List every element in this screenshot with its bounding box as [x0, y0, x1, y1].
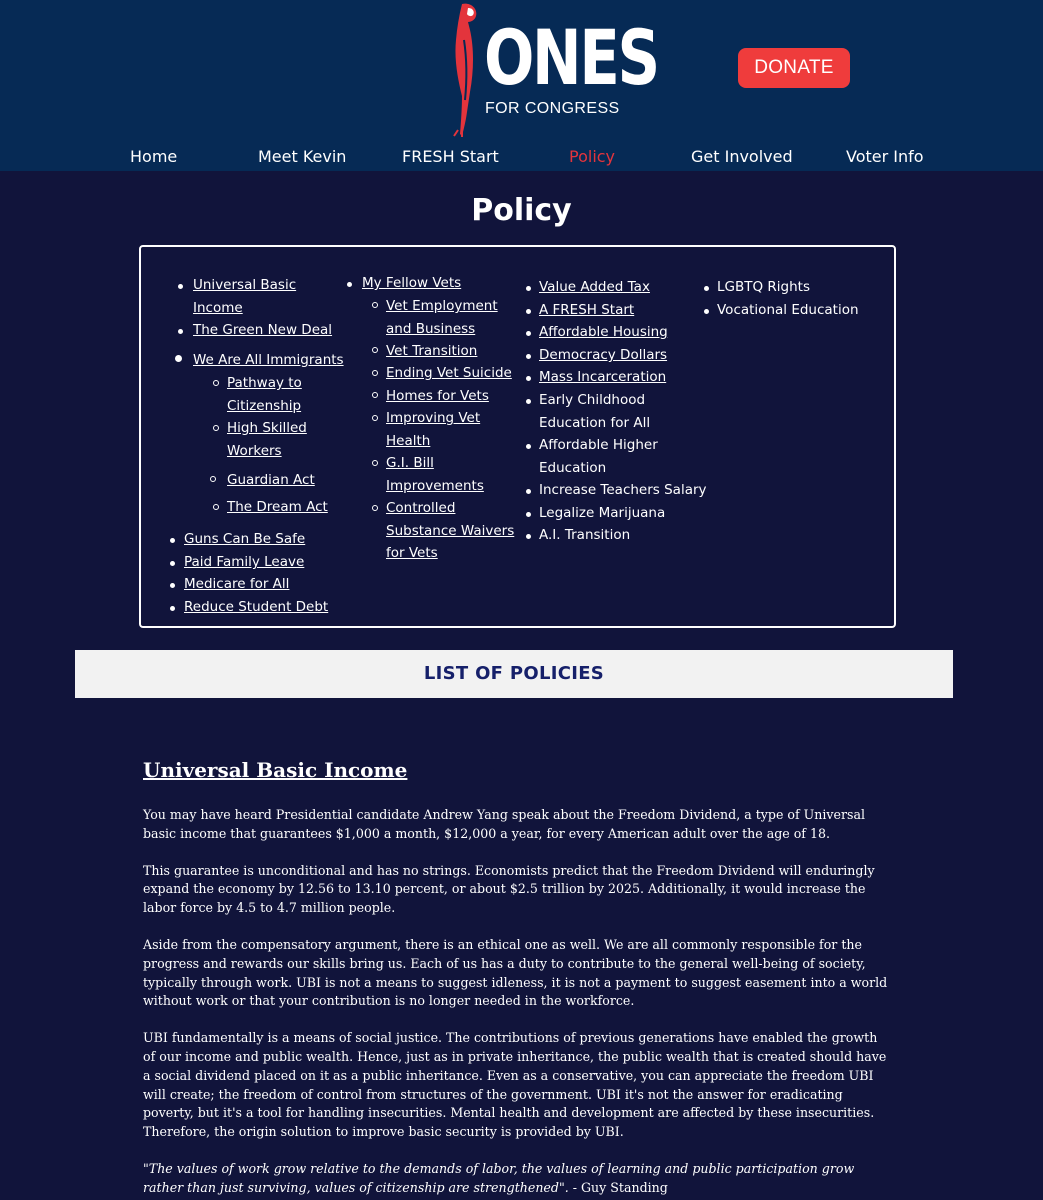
policy-link-housing[interactable]: Affordable Housing	[539, 324, 668, 340]
policy-link-guardian-act[interactable]: Guardian Act	[227, 472, 315, 488]
donate-button[interactable]: DONATE	[738, 48, 850, 88]
bullet-icon	[526, 309, 531, 314]
circle-bullet-icon	[372, 505, 378, 511]
article-paragraph: Aside from the compensatory argument, there is an ethical one as well. We are all commonly responsible for the progress and rewards our skills bring us. Each of us has a duty to contribute to the general well-being of society, typically through work. UBI is not a means to suggest idleness, it is not a payment to suggest easement into a world without work or that your contribution is no longer needed in the workforce.	[143, 936, 888, 1009]
policy-link-dream-act[interactable]: The Dream Act	[227, 499, 328, 515]
policy-link-gi-bill[interactable]: G.I. Bill Improvements	[386, 455, 484, 494]
policy-link-vet-suicide[interactable]: Ending Vet Suicide	[386, 365, 512, 381]
main-nav	[0, 143, 1043, 171]
bullet-icon	[526, 489, 531, 494]
bullet-icon	[704, 309, 709, 314]
policy-item-higher-education: Affordable Higher Education	[539, 437, 658, 476]
policy-link-high-skilled[interactable]: High Skilled Workers	[227, 420, 307, 459]
policy-item-ai-transition: A.I. Transition	[539, 527, 631, 543]
circle-bullet-icon	[213, 380, 219, 386]
policy-item-teachers-salary: Increase Teachers Salary	[539, 482, 707, 498]
policy-link-medicare[interactable]: Medicare for All	[184, 576, 290, 592]
bullet-icon	[178, 284, 183, 289]
article-heading: Universal Basic Income	[143, 758, 408, 782]
bullet-icon	[526, 331, 531, 336]
bullet-icon	[526, 286, 531, 291]
policy-link-vet-employment[interactable]: Vet Employment and Business	[386, 298, 498, 337]
policy-article	[143, 756, 893, 1200]
circle-bullet-icon	[213, 425, 219, 431]
logo-wordmark: ONES	[484, 13, 658, 102]
policy-link-pathway[interactable]: Pathway to Citizenship	[227, 375, 302, 414]
site-header	[0, 0, 1043, 171]
bullet-icon	[704, 286, 709, 291]
policy-link-student-debt[interactable]: Reduce Student Debt	[184, 599, 329, 615]
article-quote	[143, 1160, 893, 1198]
circle-bullet-icon	[372, 347, 378, 353]
bullet-icon	[526, 399, 531, 404]
quote-text: "The values of work grow relative to the demands of labor, the values of learning and public participation grow rather than just surviving, values of citizenship are strengthened".	[143, 1160, 855, 1195]
nav-get-involved[interactable]: Get Involved	[691, 147, 793, 166]
policy-link-homes-vets[interactable]: Homes for Vets	[386, 388, 489, 404]
bullet-icon	[347, 282, 352, 287]
circle-bullet-icon	[372, 370, 378, 376]
policy-link-guns[interactable]: Guns Can Be Safe	[184, 531, 306, 547]
bullet-icon	[170, 606, 175, 611]
bullet-icon	[175, 355, 182, 362]
nav-fresh-start[interactable]: FRESH Start	[402, 147, 499, 166]
bullet-icon	[526, 534, 531, 539]
policy-link-immigrants[interactable]: We Are All Immigrants	[193, 352, 344, 368]
nav-meet-kevin[interactable]: Meet Kevin	[258, 147, 347, 166]
policy-link-vet-health[interactable]: Improving Vet Health	[386, 410, 481, 449]
logo-subtitle: FOR CONGRESS	[485, 100, 620, 117]
article-paragraph: UBI fundamentally is a means of social justice. The contributions of previous generations have enabled the growth of our income and public wealth. Hence, just as in private inheritance, the public wealth that is created should have a social dividend placed on it as a public inheritance. Even as a conservative, you can appreciate the freedom UBI will create; the freedom of control from structures of the government. UBI it's not the answer for eradicating poverty, but it's a tool for handling insecurities. Mental health and development are affected by these insecurities. Therefore, the origin solution to improve basic security is provided by UBI.	[143, 1030, 887, 1140]
bullet-icon	[526, 354, 531, 359]
circle-bullet-icon	[213, 504, 219, 510]
policy-link-family-leave[interactable]: Paid Family Leave	[184, 554, 305, 570]
circle-bullet-icon	[372, 302, 378, 308]
nav-voter-info[interactable]: Voter Info	[846, 147, 924, 166]
policy-link-fresh-start[interactable]: A FRESH Start	[539, 302, 635, 318]
policy-link-incarceration[interactable]: Mass Incarceration	[539, 369, 667, 385]
bullet-icon	[170, 561, 175, 566]
parrot-logo-icon	[440, 0, 490, 140]
list-of-policies-banner: LIST OF POLICIES	[75, 650, 953, 698]
bullet-icon	[526, 512, 531, 517]
bullet-icon	[178, 329, 183, 334]
circle-bullet-icon	[372, 415, 378, 421]
policy-item-marijuana: Legalize Marijuana	[539, 505, 666, 521]
bullet-icon	[526, 444, 531, 449]
policy-link-vat[interactable]: Value Added Tax	[539, 279, 650, 295]
policy-link-vet-transition[interactable]: Vet Transition	[386, 343, 478, 359]
policy-link-ubi[interactable]: Universal Basic Income	[193, 277, 297, 316]
nav-home[interactable]: Home	[130, 147, 178, 166]
circle-bullet-icon	[210, 476, 216, 482]
circle-bullet-icon	[372, 460, 378, 466]
logo[interactable]	[440, 0, 658, 140]
page-title: Policy	[471, 193, 572, 228]
article-paragraph: You may have heard Presidential candidate Andrew Yang speak about the Freedom Dividend, a type of Universal basic income that guarantees $1,000 a month, $12,000 a year, for every American adult over the age of 18.	[143, 807, 865, 841]
policy-item-vocational: Vocational Education	[717, 302, 859, 318]
policy-link-democracy-dollars[interactable]: Democracy Dollars	[539, 347, 668, 363]
nav-policy[interactable]: Policy	[569, 147, 616, 166]
policy-link-fellow-vets[interactable]: My Fellow Vets	[362, 275, 462, 291]
article-paragraph: This guarantee is unconditional and has no strings. Economists predict that the Freedom Dividend will enduringly expand the economy by 12.56 to 13.10 percent, or about $2.5 trillion by 2025. Additionally, it would increase the labor force by 4.5 to 4.7 million people.	[143, 862, 875, 916]
policy-item-lgbtq: LGBTQ Rights	[717, 279, 810, 295]
policy-item-early-childhood: Early Childhood Education for All	[539, 392, 651, 431]
bullet-icon	[526, 376, 531, 381]
policy-link-substance-waivers[interactable]: Controlled Substance Waivers for Vets	[386, 500, 515, 561]
bullet-icon	[170, 583, 175, 588]
policy-link-green-new-deal[interactable]: The Green New Deal	[193, 322, 333, 338]
bullet-icon	[170, 538, 175, 543]
quote-attribution: - Guy Standing	[568, 1179, 668, 1195]
circle-bullet-icon	[372, 392, 378, 398]
